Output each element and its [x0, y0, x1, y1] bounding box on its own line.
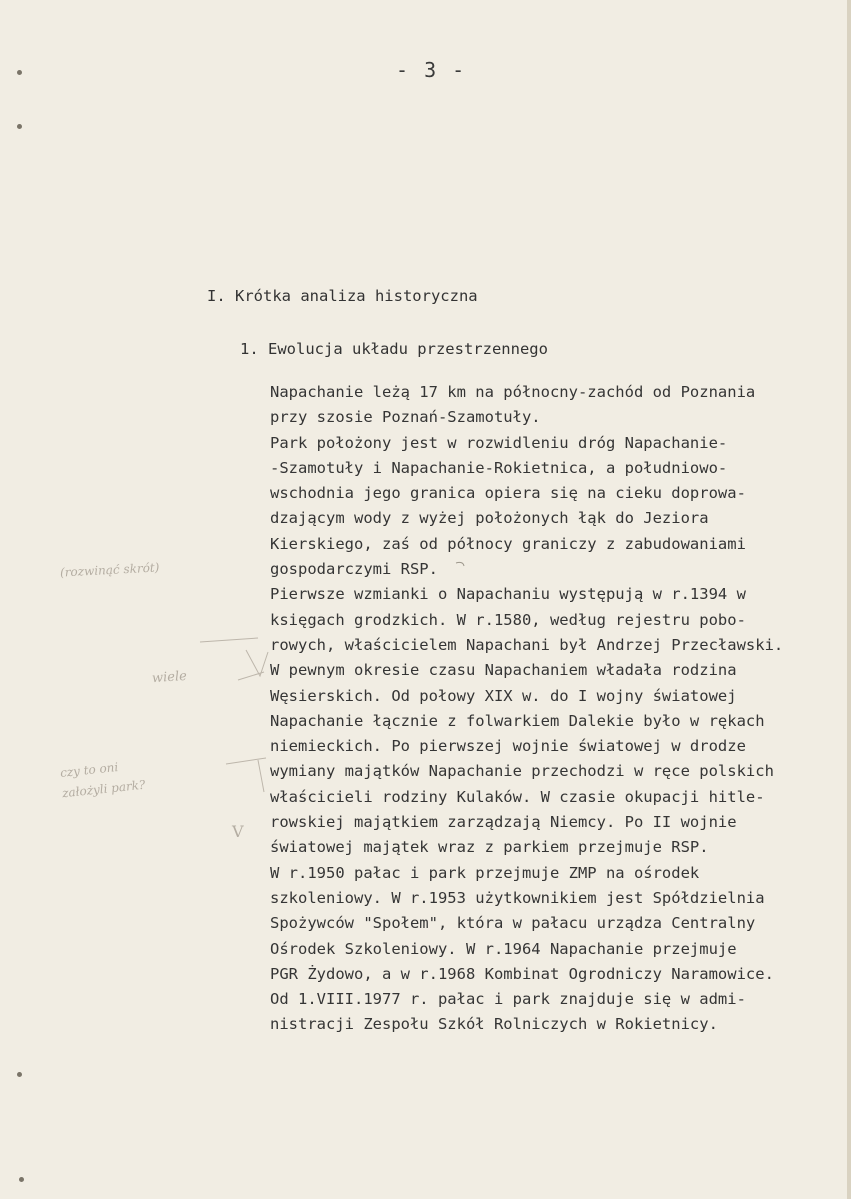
body-line: rowych, właścicielem Napachani był Andrzej Przecławski.: [270, 635, 784, 654]
subsection-heading: 1. Ewolucja układu przestrzennego: [240, 340, 548, 358]
punch-mark-top: [17, 70, 22, 75]
body-line: -Szamotuły i Napachanie-Rokietnica, a południowo-: [270, 458, 728, 477]
body-line: szkoleniowy. W r.1953 użytkownikiem jest Spółdzielnia: [270, 888, 765, 907]
body-line: Napachanie łącznie z folwarkiem Dalekie było w rękach: [270, 711, 765, 730]
body-line: Ośrodek Szkoleniowy. W r.1964 Napachanie przejmuje: [270, 939, 737, 958]
body-line: właścicieli rodziny Kulaków. W czasie okupacji hitle-: [270, 787, 765, 806]
page-number: - 3 -: [396, 58, 467, 82]
body-line: W pewnym okresie czasu Napachaniem władała rodzina: [270, 661, 737, 680]
margin-note-expand-abbreviation: (rozwinąć skrót): [59, 560, 160, 580]
body-line: Park położony jest w rozwidleniu dróg Napachanie-: [270, 433, 728, 452]
body-line: nistracji Zespołu Szkół Rolniczych w Rokietnicy.: [270, 1015, 718, 1034]
body-line: dzającym wody z wyżej położonych łąk do Jeziora: [270, 509, 709, 528]
punch-mark-lower: [17, 1072, 22, 1077]
body-line: Kierskiego, zaś od północy graniczy z zabudowaniami: [270, 534, 746, 553]
body-line: Pierwsze wzmianki o Napachaniu występują w r.1394 w: [270, 585, 746, 604]
body-line: Spożywców "Społem", która w pałacu urządza Centralny: [270, 914, 756, 933]
body-line: przy szosie Poznań-Szamotuły.: [270, 408, 541, 427]
section-heading: I. Krótka analiza historyczna: [207, 287, 478, 305]
body-line: Napachanie leżą 17 km na północny-zachód od Poznania: [270, 383, 756, 401]
margin-note-question-line-1: czy to oni: [59, 759, 119, 781]
margin-check-mark: V: [232, 822, 244, 841]
margin-note-question-line-2: założyli park?: [61, 777, 146, 801]
body-line: wymiany majątków Napachanie przechodzi w ręce polskich: [270, 762, 774, 781]
body-line: księgach grodzkich. W r.1580, według rejestru pobo-: [270, 610, 746, 629]
body-text: [270, 380, 848, 1038]
body-line: Od 1.VIII.1977 r. pałac i park znajduje się w admi-: [270, 990, 746, 1009]
body-line: gospodarczymi RSP.: [270, 560, 438, 579]
body-line: W r.1950 pałac i park przejmuje ZMP na ośrodek: [270, 863, 700, 882]
body-line: PGR Żydowo, a w r.1968 Kombinat Ogrodniczy Naramowice.: [270, 964, 774, 983]
body-line: wschodnia jego granica opiera się na cieku doprowa-: [270, 484, 746, 503]
body-line: Węsierskich. Od połowy XIX w. do I wojny światowej: [270, 686, 737, 705]
punch-mark-bottom: [19, 1177, 24, 1182]
body-line: rowskiej majątkiem zarządzają Niemcy. Po II wojnie: [270, 813, 737, 832]
pencil-bracket-mark-upper: [198, 632, 278, 692]
body-line: niemieckich. Po pierwszej wojnie światowej w drodze: [270, 737, 746, 756]
margin-note-many: wiele: [151, 668, 188, 687]
punch-mark-upper: [17, 124, 22, 129]
body-line: światowej majątek wraz z parkiem przejmuje RSP.: [270, 838, 709, 857]
